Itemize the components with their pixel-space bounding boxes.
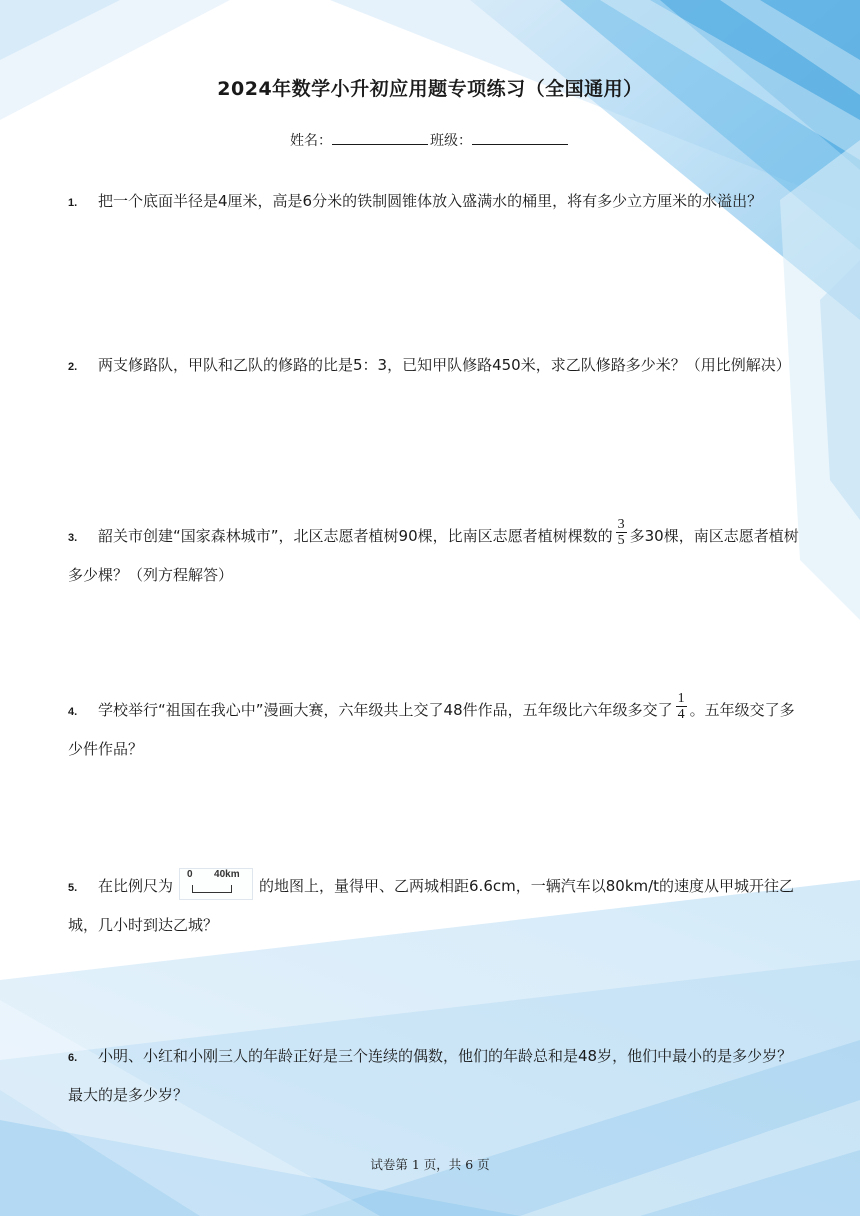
question-text-before: 在比例尺为 [98, 877, 174, 895]
name-label: 姓名： [290, 133, 332, 149]
question-text: 把一个底面半径是4厘米，高是6分米的铁制圆锥体放入盛满水的桶里，将有多少立方厘米的水溢出？ [98, 192, 763, 210]
name-blank-field[interactable] [332, 130, 428, 145]
question-text-after: 的地图上，量得甲、乙两城相距6.6cm，一辆汽车以80km/t的速度从甲城开往乙城，几小时到达乙城？ [68, 877, 795, 934]
question-number: 1. [68, 197, 78, 209]
fraction-denominator: 5 [617, 533, 625, 548]
question-number: 3. [68, 532, 78, 544]
question-text-after: 。五年级交了多少件作品？ [68, 701, 795, 758]
scale-end-label: 40km [214, 868, 240, 880]
fraction-numerator: 1 [677, 691, 685, 706]
question-text-before: 韶关市创建“国家森林城市”，北区志愿者植树90棵，比南区志愿者植树棵数的 [98, 527, 613, 545]
scale-bar-line [192, 885, 232, 893]
question-1 [68, 183, 803, 222]
fraction-three-fifths [616, 517, 627, 548]
question-number: 2. [68, 361, 78, 373]
question-4 [68, 692, 803, 768]
question-text: 两支修路队，甲队和乙队的修路的比是5：3，已知甲队修路450米，求乙队修路多少米？（用比例解决） [98, 356, 791, 374]
fraction-numerator: 3 [617, 517, 625, 532]
question-5 [68, 868, 803, 944]
fraction-denominator: 4 [677, 707, 685, 722]
student-info-line [0, 130, 860, 150]
scale-start-label: 0 [187, 868, 193, 880]
question-number: 5. [68, 882, 78, 894]
question-text-before: 学校举行“祖国在我心中”漫画大赛，六年级共上交了48件作品，五年级比六年级多交了 [98, 701, 673, 719]
question-text-after: 多30棵，南区志愿者植树多少棵？（列方程解答） [68, 527, 799, 584]
map-scale-bar-image [179, 868, 253, 900]
fraction-one-quarter [676, 691, 687, 722]
question-number: 4. [68, 706, 78, 718]
page-title: 2024年数学小升初应用题专项练习（全国通用） [217, 78, 643, 100]
class-blank-field[interactable] [472, 130, 568, 145]
question-number: 6. [68, 1052, 78, 1064]
page-footer: 试卷第 1 页，共 6 页 [370, 1157, 490, 1172]
question-text: 小明、小红和小刚三人的年龄正好是三个连续的偶数，他们的年龄总和是48岁，他们中最小的是多少岁？最大的是多少岁？ [68, 1047, 793, 1104]
class-label: 班级： [430, 133, 472, 149]
question-6 [68, 1038, 803, 1114]
question-2 [68, 347, 803, 386]
question-3 [68, 518, 803, 594]
